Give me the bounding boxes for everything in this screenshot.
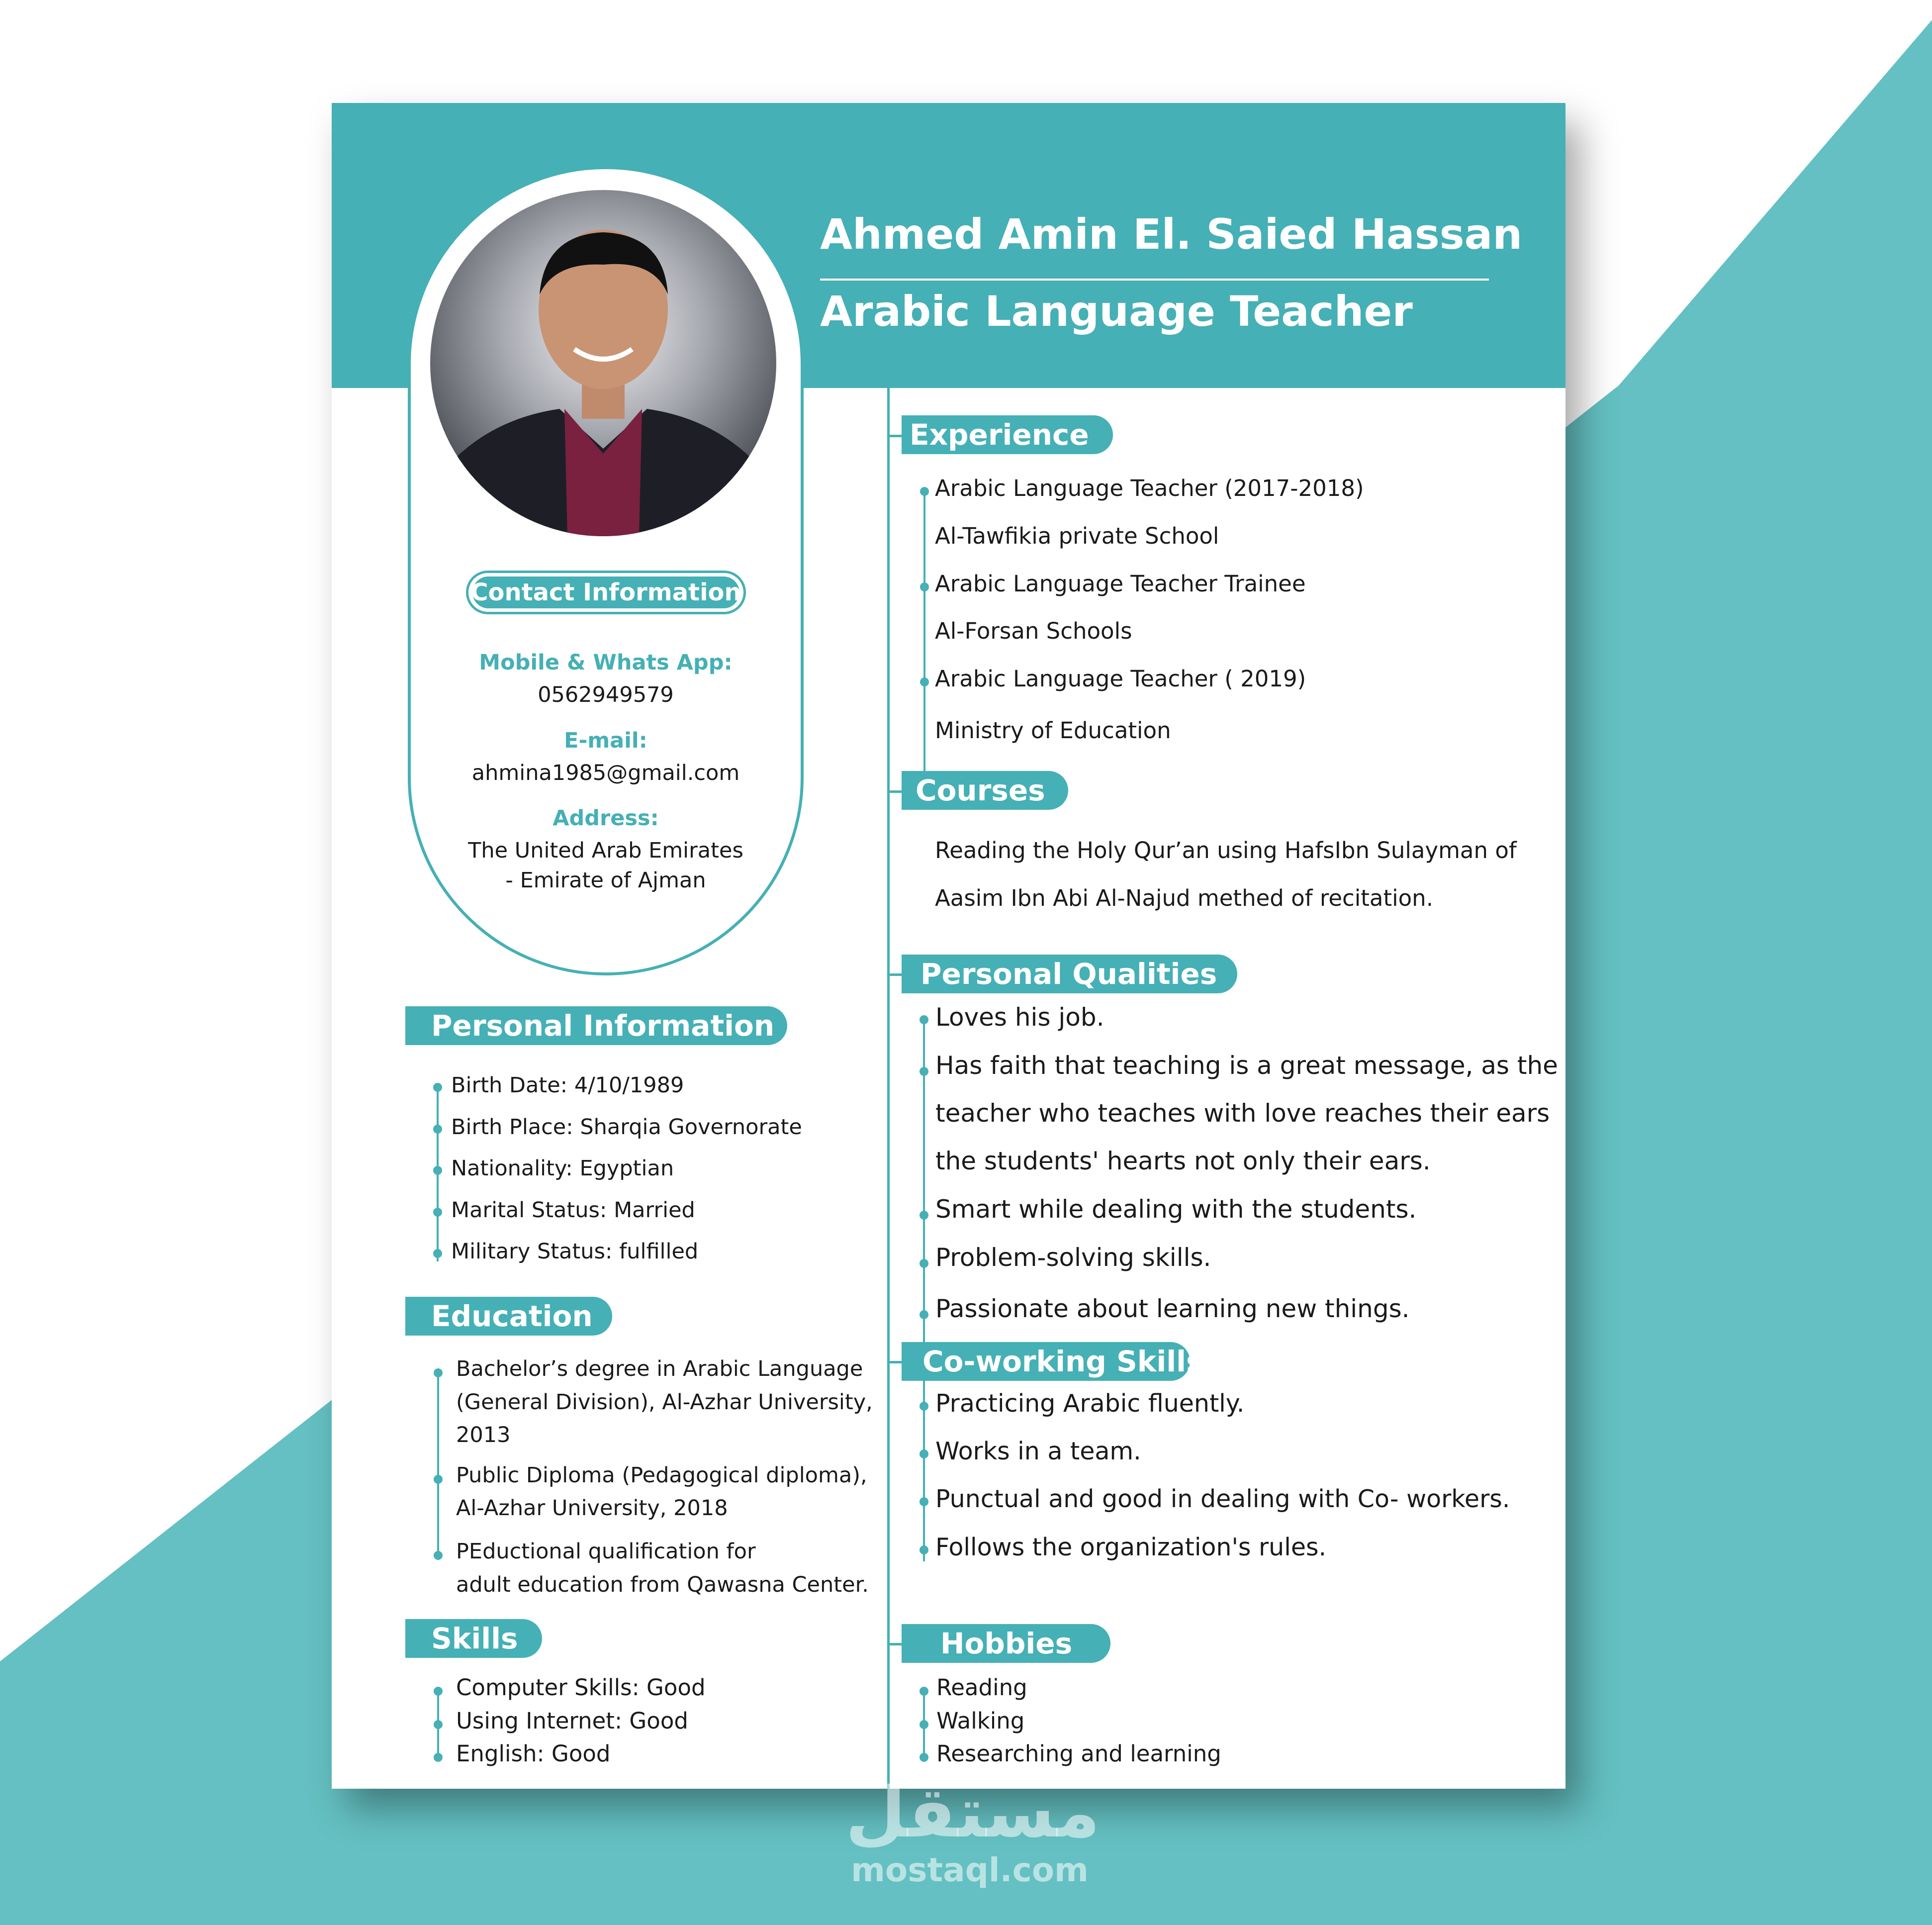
experience-timeline (923, 490, 925, 793)
education-line: PEductional qualification for (456, 1539, 756, 1564)
personal-info-item: Nationality: Egyptian (451, 1156, 674, 1181)
skill-item: Using Internet: Good (456, 1708, 688, 1734)
personal-qualities-heading: Personal Qualities (902, 955, 1237, 993)
bullet-dot (433, 1208, 442, 1217)
coworking-item: Follows the organization's rules. (935, 1533, 1327, 1561)
experience-line: Al-Forsan Schools (935, 618, 1132, 644)
quality-line: teacher who teaches with love reaches their ears (935, 1099, 1550, 1128)
bullet-dot (920, 1310, 928, 1319)
bullet-dot (434, 1687, 443, 1696)
skill-item: Computer Skills: Good (456, 1674, 706, 1701)
bullet-dot (920, 1211, 928, 1220)
bullet-dot (434, 1753, 443, 1762)
bullet-dot (920, 1753, 928, 1762)
email-value: ahmina1985@gmail.com (471, 761, 740, 785)
hobby-item: Researching and learning (936, 1740, 1221, 1767)
bullet-dot (434, 1475, 443, 1484)
coworking-item: Practicing Arabic fluently. (935, 1389, 1245, 1418)
education-line: 2013 (456, 1423, 511, 1447)
bullet-dot (434, 1720, 443, 1729)
mostaql-watermark (845, 1772, 1101, 1890)
address-line: - Emirate of Ajman (505, 868, 706, 893)
contact-heading-label: Contact Information (472, 577, 739, 608)
bullet-dot (920, 582, 929, 591)
education-line: (General Division), Al-Azhar University, (456, 1390, 873, 1415)
section-connector (890, 1361, 902, 1363)
quality-line: Problem-solving skills. (935, 1243, 1211, 1272)
bullet-dot (920, 677, 929, 686)
hobby-item: Walking (936, 1708, 1025, 1734)
section-connector (890, 1643, 902, 1645)
coworking-item: Works in a team. (935, 1437, 1141, 1465)
education-line: adult education from Qawasna Center. (456, 1572, 869, 1597)
hobby-item: Reading (936, 1674, 1027, 1701)
email-label: E-mail: (564, 728, 647, 753)
courses-heading: Courses (902, 771, 1068, 810)
personal-info-item: Military Status: fulfilled (451, 1239, 699, 1264)
coworking-timeline (923, 1405, 925, 1561)
course-line: Aasim Ibn Abi Al-Najud methed of recitation. (935, 885, 1433, 911)
personal-info-item: Marital Status: Married (451, 1198, 695, 1223)
bullet-dot (433, 1083, 442, 1092)
coworking-item: Punctual and good in dealing with Co- workers. (935, 1485, 1510, 1513)
bullet-dot (920, 1402, 928, 1411)
experience-line: Arabic Language Teacher Trainee (935, 571, 1306, 597)
skill-item: English: Good (456, 1740, 611, 1767)
mobile-label: Mobile & Whats App: (479, 650, 733, 675)
personal-information-heading: Personal Information (405, 1006, 787, 1045)
experience-heading: Experience (902, 415, 1113, 454)
education-line: Bachelor’s degree in Arabic Language (456, 1356, 863, 1381)
column-divider (887, 388, 890, 1789)
bullet-dot (920, 1687, 928, 1696)
section-connector (890, 973, 902, 976)
education-heading: Education (405, 1297, 612, 1336)
personal-info-item: Birth Place: Sharqia Governorate (451, 1115, 802, 1140)
education-line: Public Diploma (Pedagogical diploma), (456, 1463, 867, 1488)
experience-line: Ministry of Education (935, 717, 1171, 744)
watermark-arabic: مستقل (845, 1772, 1101, 1853)
job-title: Arabic Language Teacher (820, 287, 1413, 336)
skills-heading: Skills (405, 1619, 542, 1658)
bullet-dot (920, 487, 929, 496)
title-divider (820, 279, 1489, 281)
course-line: Reading the Holy Qur’an using HafsIbn Sulayman of (935, 837, 1517, 864)
candidate-name: Ahmed Amin El. Saied Hassan (820, 210, 1523, 259)
address-label: Address: (552, 806, 659, 831)
bullet-dot (920, 1449, 928, 1458)
bullet-dot (920, 1067, 928, 1076)
contact-information-heading (466, 571, 746, 614)
bullet-dot (433, 1166, 442, 1175)
quality-line: Has faith that teaching is a great message, as the (935, 1051, 1558, 1080)
mobile-value: 0562949579 (538, 682, 674, 707)
quality-line: the students' hearts not only their ears. (935, 1147, 1431, 1175)
experience-line: Arabic Language Teacher (2017-2018) (935, 475, 1364, 501)
quality-line: Loves his job. (935, 1003, 1104, 1032)
bullet-dot (434, 1551, 443, 1560)
experience-line: Arabic Language Teacher ( 2019) (935, 666, 1306, 692)
profile-photo (430, 190, 776, 536)
bullet-dot (920, 1015, 928, 1024)
section-connector (890, 790, 902, 793)
quality-line: Smart while dealing with the students. (935, 1195, 1417, 1224)
bullet-dot (920, 1259, 928, 1268)
coworking-skills-heading: Co-working Skills (902, 1342, 1190, 1381)
bullet-dot (433, 1125, 442, 1134)
bullet-dot (920, 1720, 928, 1729)
education-timeline (437, 1371, 439, 1555)
hobbies-heading: Hobbies (902, 1624, 1110, 1663)
bullet-dot (920, 1497, 928, 1506)
bullet-dot (433, 1249, 442, 1258)
personal-info-item: Birth Date: 4/10/1989 (451, 1073, 684, 1098)
address-line: The United Arab Emirates (468, 838, 743, 863)
bullet-dot (434, 1368, 443, 1377)
quality-line: Passionate about learning new things. (935, 1294, 1410, 1323)
resume-sheet (332, 103, 1565, 1789)
bullet-dot (920, 1545, 928, 1554)
experience-line: Al-Tawfikia private School (935, 523, 1219, 549)
education-line: Al-Azhar University, 2018 (456, 1496, 728, 1521)
watermark-latin: mostaql.com (851, 1851, 1089, 1889)
section-connector (890, 435, 902, 437)
